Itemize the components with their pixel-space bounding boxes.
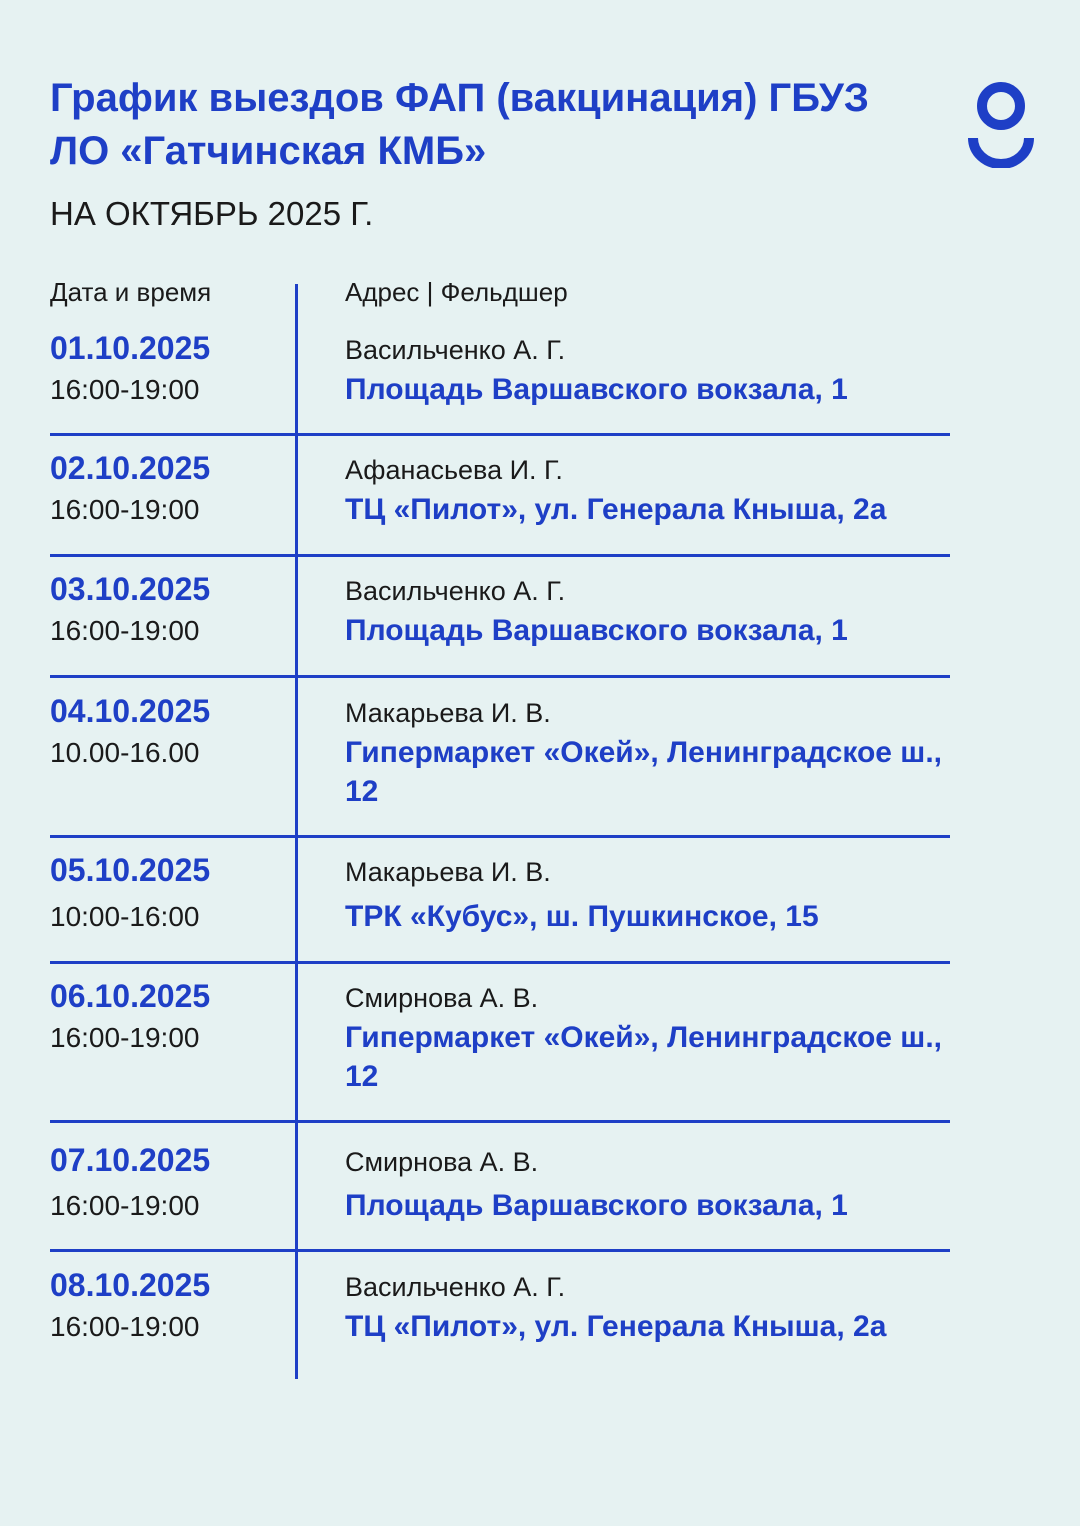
row-paramedic: Смирнова А. В. [345,1147,539,1177]
row-divider [50,1249,950,1252]
row-divider [50,835,950,838]
row-address: ТРК «Кубус», ш. Пушкинское, 15 [345,900,819,933]
row-date: 05.10.2025 [50,852,211,888]
row-divider [50,433,950,436]
row-time: 16:00-19:00 [50,1190,200,1221]
row-address: Площадь Варшавского вокзала, 1 [345,614,848,647]
row-date: 03.10.2025 [50,571,211,607]
row-paramedic: Васильченко А. Г. [345,576,566,606]
row-paramedic: Макарьева И. В. [345,698,551,728]
column-header-address: Адрес | Фельдшер [345,277,568,307]
row-address: Гипермаркет «Окей», Ленинградское ш., 12 [345,736,942,808]
row-address: Гипермаркет «Окей», Ленинградское ш., 12 [345,1021,942,1093]
row-time: 16:00-19:00 [50,374,200,405]
page-subtitle: НА ОКТЯБРЬ 2025 Г. [50,195,374,232]
row-address: Площадь Варшавского вокзала, 1 [345,1189,848,1222]
row-date: 07.10.2025 [50,1142,211,1178]
row-address: ТЦ «Пилот», ул. Генерала Кныша, 2а [345,1310,887,1343]
row-paramedic: Васильченко А. Г. [345,335,566,365]
row-address: ТЦ «Пилот», ул. Генерала Кныша, 2а [345,493,887,526]
row-divider [50,961,950,964]
row-divider [50,554,950,557]
row-date: 01.10.2025 [50,330,211,366]
row-time: 16:00-19:00 [50,615,200,646]
row-paramedic: Афанасьева И. Г. [345,455,563,485]
row-divider [50,675,950,678]
row-time: 16:00-19:00 [50,1311,200,1342]
column-divider [295,284,298,1379]
column-header-date: Дата и время [50,277,212,307]
row-date: 04.10.2025 [50,693,211,729]
row-divider [50,1120,950,1123]
row-time: 16:00-19:00 [50,494,200,525]
row-date: 02.10.2025 [50,450,211,486]
page-title: График выездов ФАП (вакцинация) ГБУЗ ЛО «Гатчинская КМБ» [50,76,869,173]
row-address: Площадь Варшавского вокзала, 1 [345,373,848,406]
row-time: 10.00-16.00 [50,737,200,768]
row-time: 10:00-16:00 [50,901,200,932]
row-date: 08.10.2025 [50,1267,211,1303]
row-paramedic: Смирнова А. В. [345,983,539,1013]
row-date: 06.10.2025 [50,978,211,1014]
letter-g-logo-icon [968,78,1034,168]
row-paramedic: Макарьева И. В. [345,857,551,887]
row-paramedic: Васильченко А. Г. [345,1272,566,1302]
row-time: 16:00-19:00 [50,1022,200,1053]
